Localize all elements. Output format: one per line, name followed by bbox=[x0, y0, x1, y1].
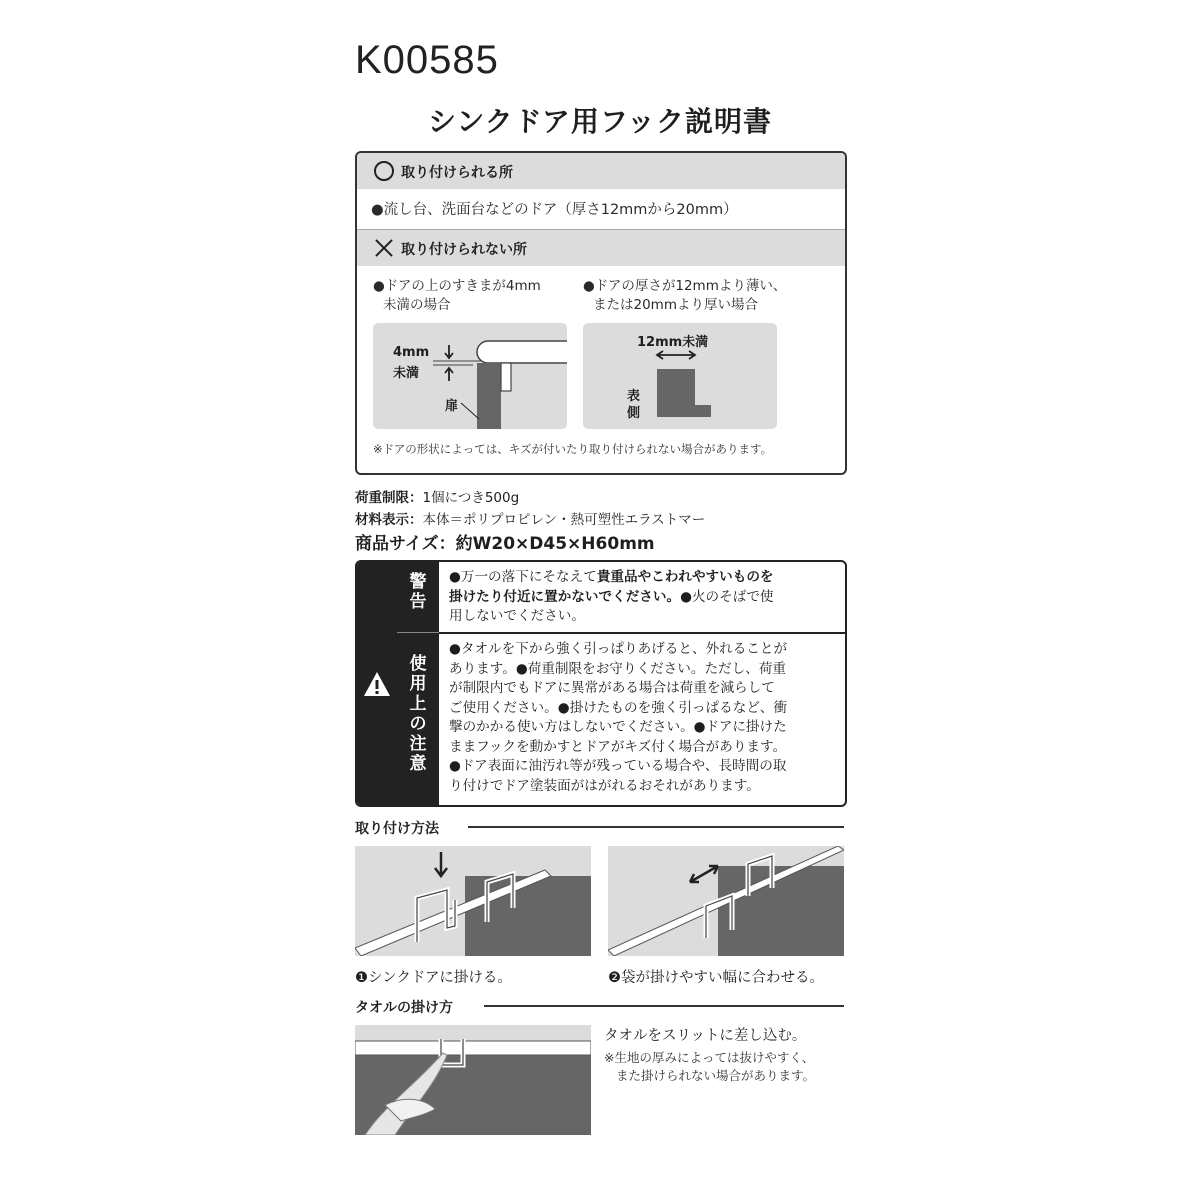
warning-text-b: 貴重品やこわれやすいものを bbox=[596, 569, 774, 585]
warning-text-d: ●火のそばで使 bbox=[680, 588, 774, 605]
cross-icon bbox=[373, 237, 395, 259]
install-step1-image bbox=[355, 846, 591, 956]
install-ng-heading: 取り付けられない所 bbox=[401, 242, 527, 258]
front-label-1: 表 bbox=[627, 389, 641, 404]
towel-rule bbox=[484, 1005, 844, 1007]
spec-material-label: 材料表示： bbox=[355, 512, 423, 528]
install-ng-header bbox=[357, 229, 845, 266]
caution-text bbox=[449, 640, 839, 796]
install-step2-image bbox=[608, 846, 844, 956]
caution-line: ●タオルを下から強く引っぱりあげると、外れることが bbox=[449, 641, 788, 657]
ng-case1-line1: ●ドアの上のすきまが4mm bbox=[373, 278, 541, 294]
ng-case2-line2: または20mmより厚い場合 bbox=[593, 297, 758, 313]
towel-drawing bbox=[355, 1025, 591, 1135]
spec-material bbox=[355, 508, 705, 528]
thickness-diagram bbox=[583, 323, 777, 429]
gap-diagram bbox=[373, 323, 567, 429]
door-label: 扉 bbox=[445, 399, 459, 414]
install-location-box bbox=[355, 151, 847, 475]
warning-divider bbox=[439, 632, 845, 634]
warning-text-e: 用しないでください。 bbox=[449, 608, 585, 624]
towel-heading: タオルの掛け方 bbox=[355, 1000, 453, 1016]
ng-case1-line2: 未満の場合 bbox=[383, 297, 451, 313]
ng-case2-line1: ●ドアの厚さが12mmより薄い、 bbox=[583, 278, 787, 294]
caution-line: 撃のかかる使い方はしないでください。●ドアに掛けた bbox=[449, 719, 787, 735]
caution-line: あります。●荷重制限をお守りください。ただし、荷重 bbox=[449, 660, 787, 677]
install-step2-drawing bbox=[608, 846, 844, 956]
label-divider bbox=[397, 632, 439, 633]
spec-size-label: 商品サイズ： bbox=[355, 534, 456, 554]
install-method-rule bbox=[468, 826, 844, 828]
caution-line: ご使用ください。●掛けたものを強く引っぱるなど、衝 bbox=[449, 699, 788, 716]
spec-size bbox=[355, 529, 655, 554]
caution-label bbox=[408, 654, 428, 774]
caution-line: が制限内でもドアに異常がある場合は荷重を減らして bbox=[449, 680, 775, 696]
warning-text-c: 掛けたり付近に置かないでください。 bbox=[449, 588, 681, 605]
caution-line: ままフックを動かすとドアがキズ付く場合があります。 bbox=[449, 738, 787, 755]
towel-note-1: ※生地の厚みによっては抜けやすく、 bbox=[604, 1050, 815, 1065]
warning-label-text: 警告 bbox=[409, 572, 427, 612]
install-step1-drawing bbox=[355, 846, 591, 956]
caution-line: り付けでドア塗装面がはがれるおそれがあります。 bbox=[449, 777, 760, 794]
caution-label-text: 使用上の注意 bbox=[409, 654, 427, 774]
install-ok-header bbox=[357, 153, 845, 189]
warning-box bbox=[355, 560, 847, 807]
warning-label-column bbox=[397, 562, 439, 805]
install-step1-caption: ❶シンクドアに掛ける。 bbox=[355, 970, 512, 986]
install-ok-heading: 取り付けられる所 bbox=[401, 165, 513, 181]
caution-line: ●ドア表面に油汚れ等が残っている場合や、長時間の取 bbox=[449, 758, 787, 774]
warning-triangle-icon bbox=[362, 670, 392, 698]
install-step2-caption: ❷袋が掛けやすい幅に合わせる。 bbox=[608, 970, 824, 986]
gap-label-1: 4mm bbox=[393, 345, 430, 360]
warning-icon-column bbox=[357, 562, 397, 805]
install-method-heading: 取り付け方法 bbox=[355, 821, 439, 837]
spec-load bbox=[355, 486, 519, 506]
spec-load-value: 1個につき500g bbox=[422, 490, 520, 506]
product-code: K00585 bbox=[355, 38, 499, 82]
towel-text: タオルをスリットに差し込む。 bbox=[604, 1028, 807, 1044]
spec-material-value: 本体＝ポリプロピレン・熱可塑性エラストマー bbox=[422, 512, 706, 528]
gap-label-2: 未満 bbox=[393, 366, 420, 381]
warning-text bbox=[449, 568, 839, 627]
warning-label bbox=[408, 572, 428, 612]
install-note: ※ドアの形状によっては、キズが付いたり取り付けられない場合があります。 bbox=[373, 442, 773, 456]
spec-size-value: 約W20×D45×H60mm bbox=[455, 534, 655, 554]
page-title: シンクドア用フック説明書 bbox=[428, 105, 772, 138]
thickness-label: 12mm未満 bbox=[637, 335, 709, 350]
circle-icon bbox=[373, 160, 395, 182]
spec-load-label: 荷重制限： bbox=[355, 490, 423, 506]
towel-note-2: また掛けられない場合があります。 bbox=[616, 1068, 816, 1083]
front-label-2: 側 bbox=[627, 406, 641, 421]
towel-image bbox=[355, 1025, 591, 1135]
warning-text-a: ●万一の落下にそなえて bbox=[449, 569, 597, 585]
install-ok-text: ●流し台、洗面台などのドア（厚さ12mmから20mm） bbox=[371, 202, 738, 218]
